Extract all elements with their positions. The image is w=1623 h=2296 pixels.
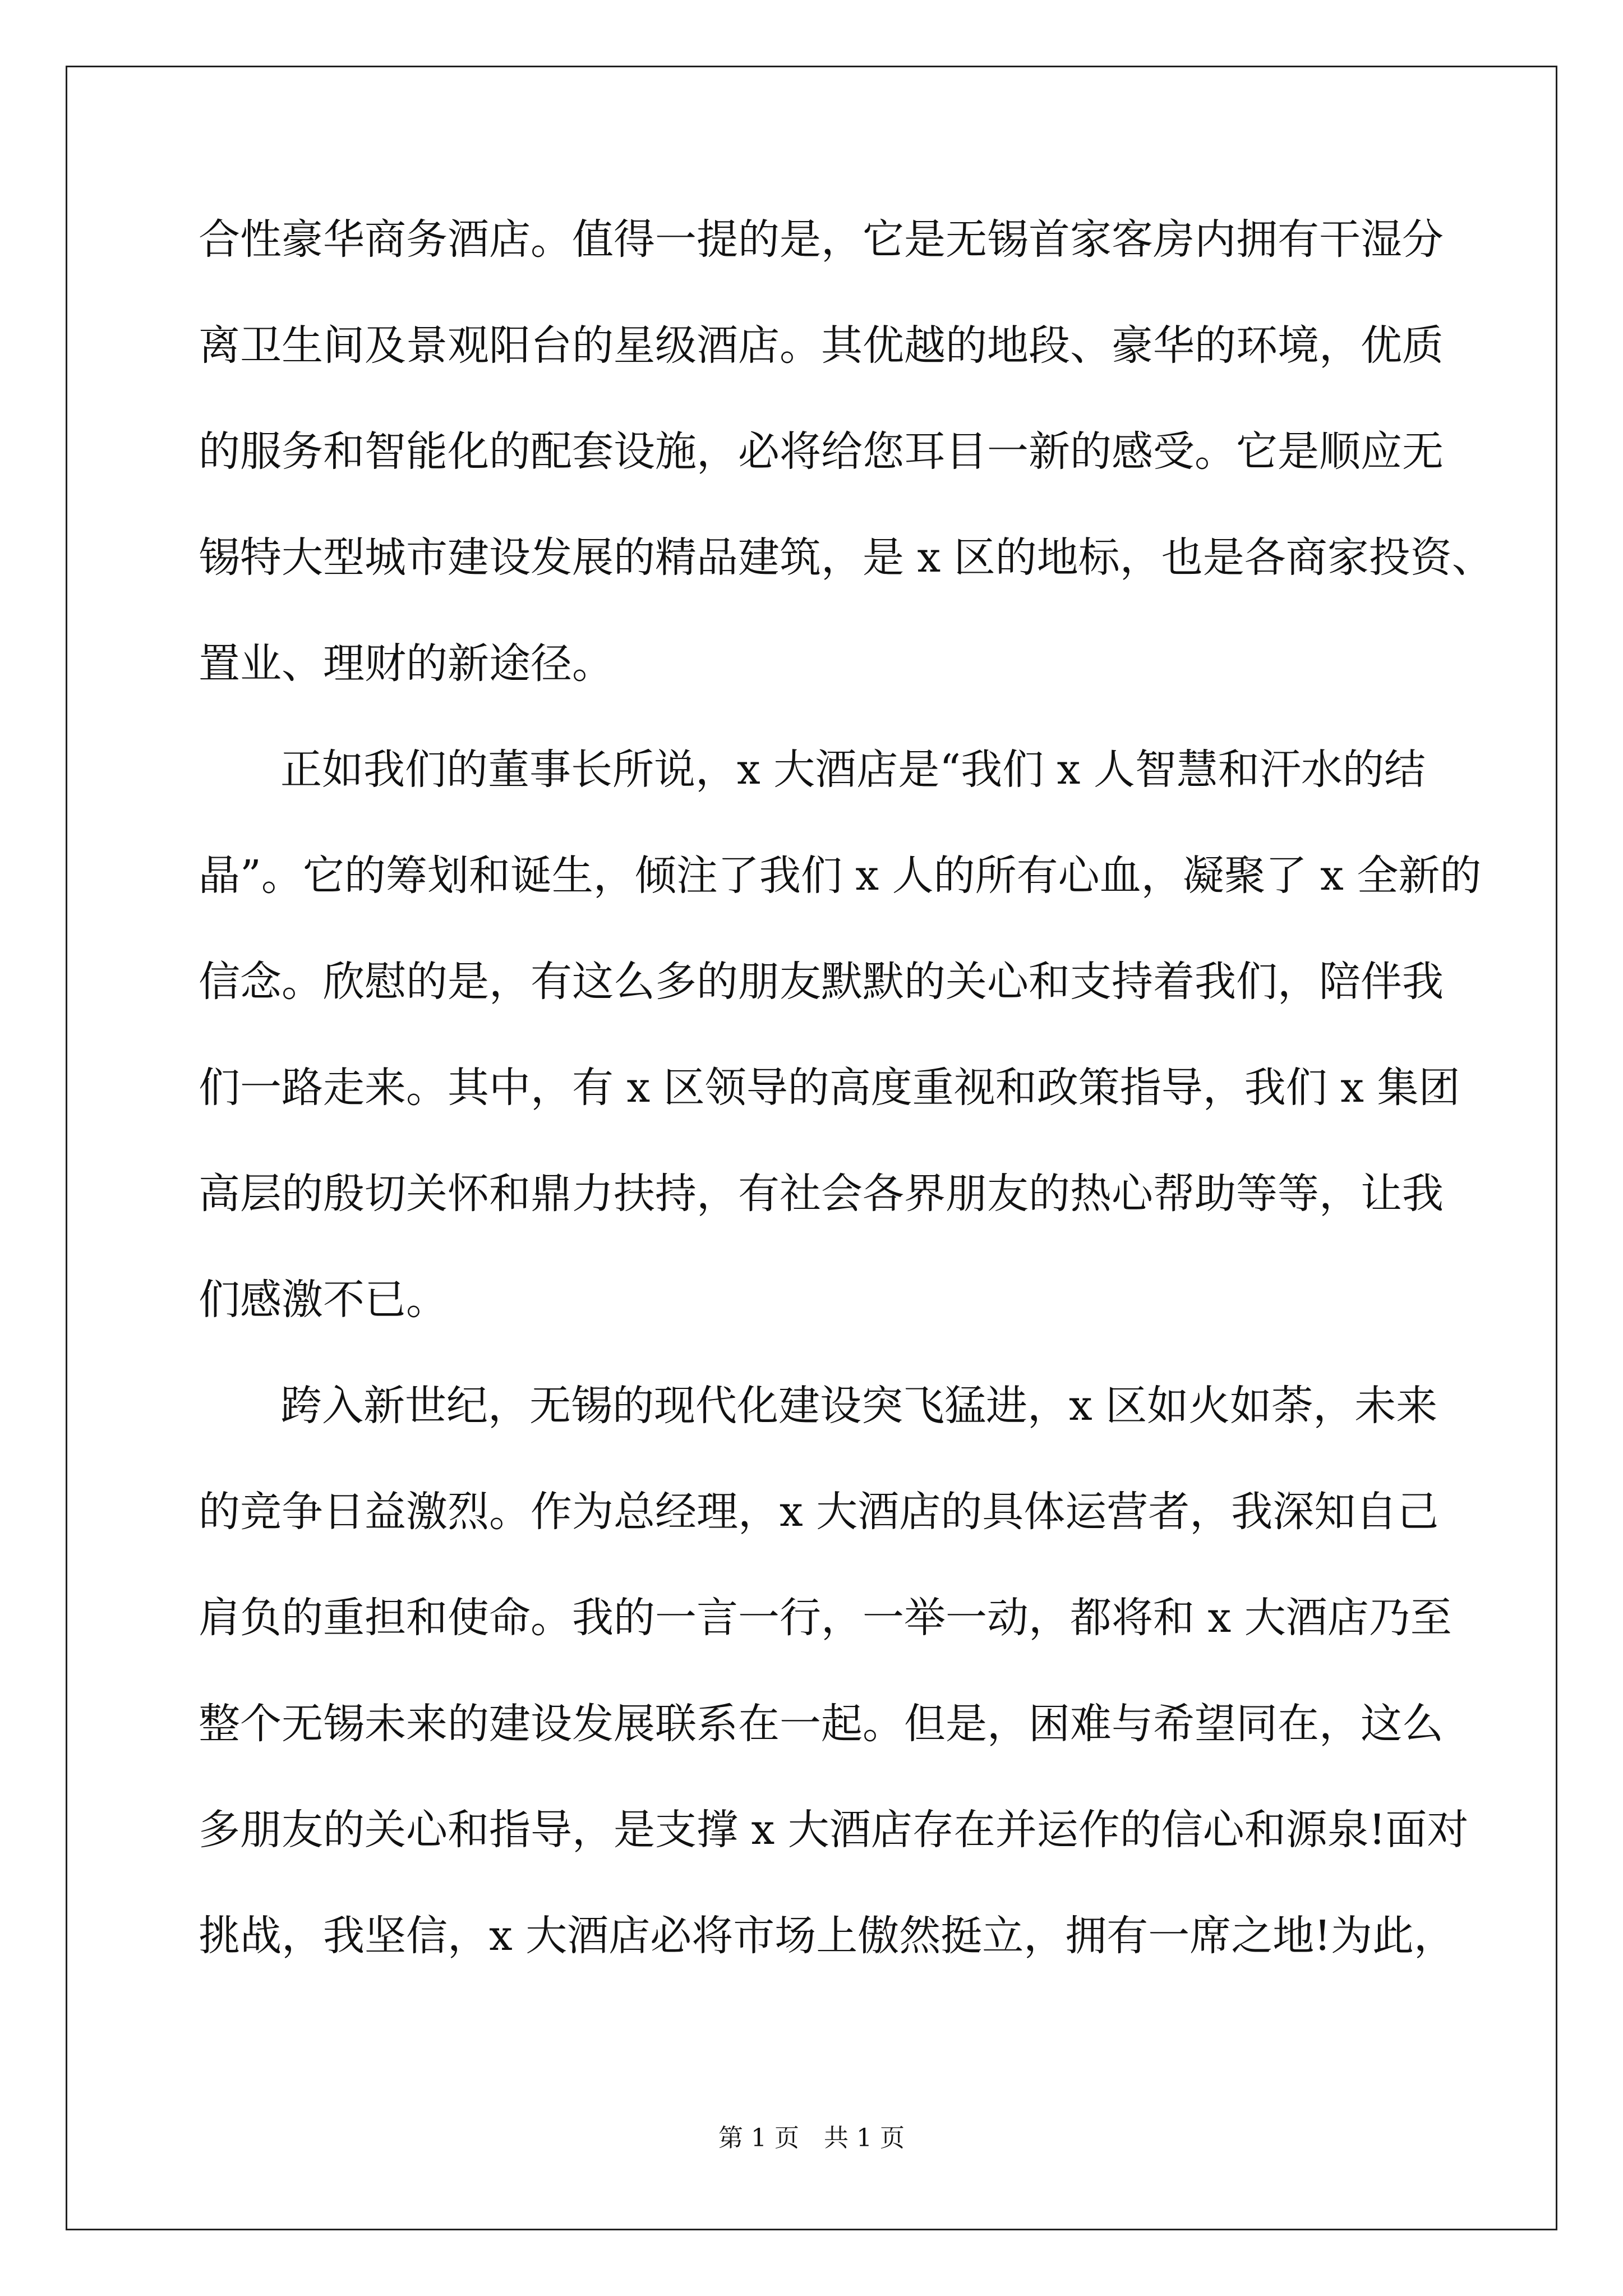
text-line: 整个无锡未来的建设发展联系在一起。但是，困难与希望同在，这么 [199, 1700, 1444, 1748]
page-footer [0, 2122, 1623, 2155]
document-body [199, 213, 1493, 2016]
text-line: 肩负的重担和使命。我的一言一行，一举一动，都将和 x 大酒店乃至 [199, 1594, 1452, 1642]
text-line: 们感激不已。 [199, 1276, 448, 1324]
text-line: 离卫生间及景观阳台的星级酒店。其优越的地段、豪华的环境，优质 [199, 321, 1444, 370]
text-line: 的服务和智能化的配套设施，必将给您耳目一新的感受。它是顺应无 [199, 427, 1444, 476]
text-line: 锡特大型城市建设发展的精品建筑，是 x 区的地标，也是各商家投资、 [199, 533, 1493, 582]
text-line: 多朋友的关心和指导，是支撑 x 大酒店存在并运作的信心和源泉!面对 [199, 1806, 1469, 1854]
text-line: 们一路走来。其中，有 x 区领导的高度重视和政策指导，我们 x 集团 [199, 1064, 1460, 1112]
text-line: 晶”。它的筹划和诞生，倾注了我们 x 人的所有心血，凝聚了 x 全新的 [199, 852, 1482, 900]
page-number: 第 1 页 [718, 2124, 799, 2152]
text-line: 的竞争日益激烈。作为总经理，x 大酒店的具体运营者，我深知自己 [199, 1488, 1439, 1536]
paragraph-start-line: 跨入新世纪，无锡的现代化建设突飞猛进，x 区如火如荼，未来 [280, 1382, 1438, 1430]
text-line: 信念。欣慰的是，有这么多的朋友默默的关心和支持着我们，陪伴我 [199, 958, 1444, 1006]
text-line: 合性豪华商务酒店。值得一提的是，它是无锡首家客房内拥有干湿分 [199, 215, 1444, 264]
text-line: 高层的殷切关怀和鼎力扶持，有社会各界朋友的热心帮助等等，让我 [199, 1170, 1444, 1218]
paragraph-start-line: 正如我们的董事长所说，x 大酒店是“我们 x 人智慧和汗水的结 [280, 746, 1426, 794]
text-line: 挑战，我坚信，x 大酒店必将市场上傲然挺立，拥有一席之地!为此， [199, 1912, 1455, 1960]
total-pages: 共 1 页 [824, 2124, 905, 2152]
text-line: 置业、理财的新途径。 [199, 639, 614, 688]
